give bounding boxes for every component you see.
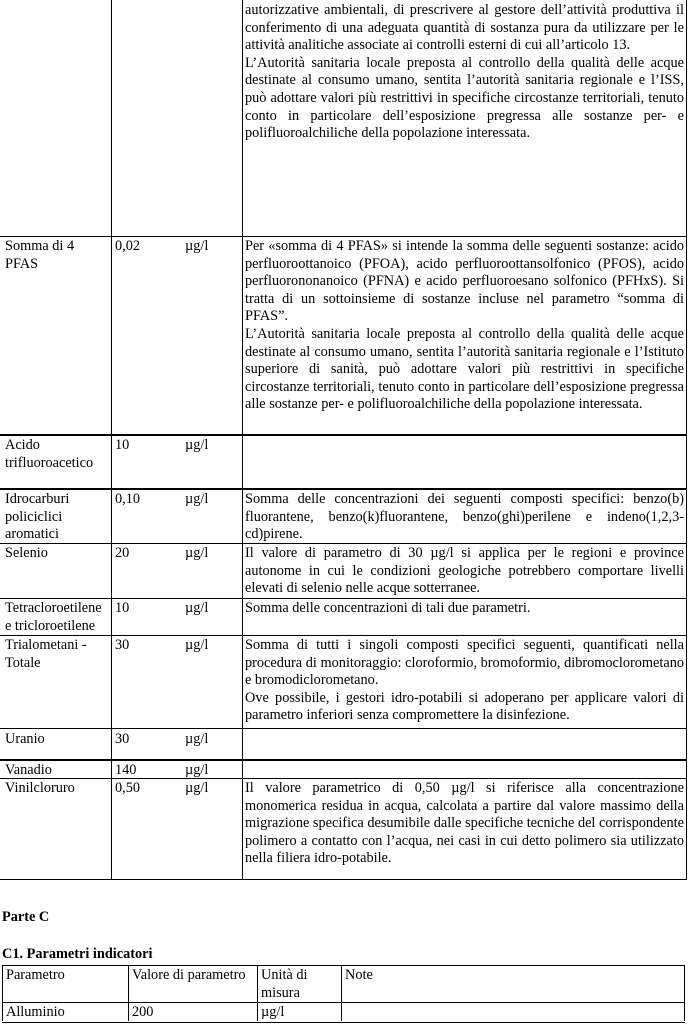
note-cell <box>242 544 687 598</box>
unit-cell: µg/l <box>261 1004 285 1020</box>
value-cell: 30 <box>115 637 130 653</box>
note-paragraph: Il valore di parametro di 30 µg/l si applica per le regioni e province autonome in cui le condizioni geologiche potrebbero comportare livelli elevati di selenio nelle acque sotterranee. <box>245 545 684 597</box>
note-paragraph: Somma di tutti i singoli composti specifici seguenti, quantificati nella procedura di monitoraggio: cloroformio, bromoformio, dibromoclorometano e bromodiclorometano. <box>245 637 684 689</box>
note-cell <box>242 237 687 414</box>
table-row <box>0 635 687 729</box>
value-cell: 0,50 <box>115 780 141 796</box>
table-row <box>0 759 687 780</box>
unit-cell: µg/l <box>185 545 209 561</box>
note-cell <box>242 490 687 544</box>
value-cell: 10 <box>115 437 130 453</box>
header-cell: Unità di misura <box>261 967 308 1001</box>
note-paragraph: Ove possibile, i gestori idro-potabili si adoperano per applicare valori di parametro inferiori senza compromettere la disinfezione. <box>245 689 684 724</box>
param-cell: Vinilcloruro <box>5 780 75 796</box>
table-row <box>0 488 687 545</box>
table-row <box>0 728 687 760</box>
unit-cell: µg/l <box>185 491 209 507</box>
note-paragraph: Il valore parametrico di 0,50 µg/l si riferisce alla concentrazione monomerica residua in acqua, calcolata a partire dal valore massimo della migrazione specifica desumibile dalle specifiche tecniche del corrispondente polimero a contatto con l’acqua, nei casi in cui detto polimero sia utilizzato nella filiera idro-potabile. <box>245 780 684 867</box>
value-cell: 30 <box>115 731 130 747</box>
header-cell: Note <box>345 967 373 983</box>
note-paragraph: L’Autorità sanitaria locale preposta al controllo della qualità delle acque destinate al consumo umano, sentita l’autorità sanitaria regionale e l’ISS, può adottare valori più restrittivi in specifiche circostanze territoriali, tenuto conto in particolare dell’esposizione pregressa alle sostanze per- e polifluoroalchiliche della popolazione interessata. <box>245 54 684 142</box>
note-cell <box>242 779 687 868</box>
value-cell: 140 <box>115 762 137 778</box>
table-row <box>2 1002 685 1023</box>
table-row <box>0 236 687 435</box>
param-cell: Acido trifluoroacetico <box>5 437 94 471</box>
param-cell: Tetracloroetilene e tricloroetilene <box>5 600 102 634</box>
table-row <box>0 778 687 880</box>
param-cell: Selenio <box>5 545 48 561</box>
value-cell: 0,02 <box>115 238 141 254</box>
unit-cell: µg/l <box>185 238 209 254</box>
note-paragraph: Somma delle concentrazioni di tali due parametri. <box>245 600 531 616</box>
note-cell <box>242 0 687 143</box>
param-cell: Alluminio <box>6 1004 65 1020</box>
note-cell <box>242 636 687 725</box>
note-cell <box>242 599 687 618</box>
section-title: Parte C <box>2 909 50 925</box>
note-cell <box>342 1003 684 1005</box>
unit-cell: µg/l <box>185 637 209 653</box>
table-header-row <box>2 965 685 1003</box>
table-row <box>0 434 687 490</box>
unit-cell: µg/l <box>185 600 209 616</box>
value-cell: 0,10 <box>115 491 141 507</box>
unit-cell: µg/l <box>185 780 209 796</box>
value-cell: 10 <box>115 600 130 616</box>
value-cell: 200 <box>132 1004 154 1020</box>
unit-cell: µg/l <box>185 762 209 778</box>
header-cell: Parametro <box>6 967 65 983</box>
section-subtitle: C1. Parametri indicatori <box>2 946 153 962</box>
param-cell: Trialometani - Totale <box>5 637 87 671</box>
note-paragraph: autorizzative ambientali, di prescrivere al gestore dell’attività produttiva il conferimento di una adeguata quantità di sostanza pura da utilizzare per le attività analitiche associate ai controlli esterni di cui all’articolo 13. <box>245 2 684 54</box>
header-cell: Valore di parametro <box>132 967 246 983</box>
table-row <box>0 0 687 236</box>
table-row <box>0 543 687 599</box>
note-paragraph: Per «somma di 4 PFAS» si intende la somma delle seguenti sostanze: acido perfluoroottanoico (PFOA), acido perfluoroottansolfonico (PFOS), acido perfluorononanoico (PFNA) e acido perfluoroesano solfonico (PFHxS). Si tratta di un sottoinsieme di sostanze incluse nel parametro “somma di PFAS”. <box>245 238 684 325</box>
param-cell: Uranio <box>5 731 45 747</box>
note-paragraph: Somma delle concentrazioni dei seguenti composti specifici: benzo(b) fluorantene, benzo(k)fluorantene, benzo(ghi)perilene e indeno(1,2,3-cd)pirene. <box>245 491 684 543</box>
unit-cell: µg/l <box>185 437 209 453</box>
unit-cell: µg/l <box>185 731 209 747</box>
param-cell: Somma di 4 PFAS <box>5 238 75 272</box>
table-row <box>0 598 687 636</box>
param-cell: Vanadio <box>5 762 52 778</box>
value-cell: 20 <box>115 545 130 561</box>
param-cell: Idrocarburi policiclici aromatici <box>5 491 70 543</box>
note-paragraph: L’Autorità sanitaria locale preposta al controllo della qualità delle acque destinate al consumo umano, sentita l’autorità sanitaria regionale e l’Istituto superiore di sanità, può adottare valori più restrittivi in specifiche circostanze territoriali, tenuto conto in particolare dell’esposizione pregressa alle sostanze per- e polifluoroalchiliche della popolazione interessata. <box>245 325 684 413</box>
